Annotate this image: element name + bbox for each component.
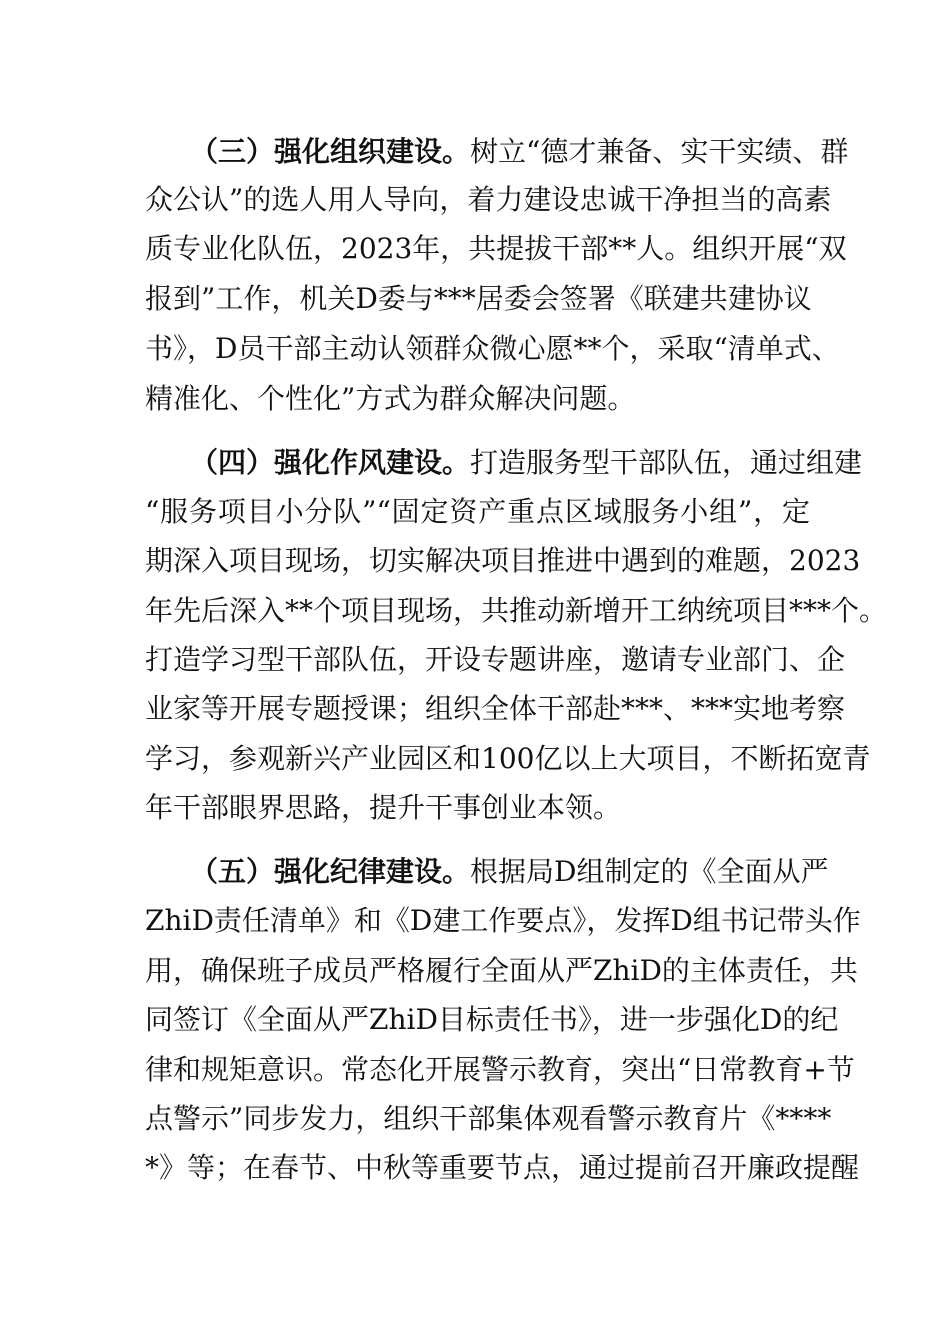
paragraph-line: 学习，参观新兴产业园区和100亿以上大项目，不断拓宽青	[145, 742, 871, 775]
paragraph-line: 业家等开展专题授课；组织全体干部赴***、***实地考察	[145, 692, 846, 725]
paragraph-line: 精准化、个性化”方式为群众解决问题。	[145, 382, 636, 415]
paragraph-line: 用，确保班子成员严格履行全面从严ZhiD的主体责任，共	[145, 954, 858, 987]
paragraph-line: 律和规矩意识。常态化开展警示教育，突出“日常教育+节	[145, 1053, 855, 1086]
paragraph-line	[190, 132, 849, 172]
section-heading: （三）强化组织建设。	[190, 135, 471, 168]
paragraph-line: 年干部眼界思路，提升干事创业本领。	[145, 791, 622, 824]
paragraph-line: 报到”工作，机关D委与***居委会签署《联建共建协议	[145, 282, 812, 315]
paragraph-line	[190, 443, 863, 483]
section-heading: （四）强化作风建设。	[190, 446, 471, 479]
paragraph-line: “服务项目小分队”“固定资产重点区域服务小组”，定	[145, 495, 810, 528]
paragraph-line: 期深入项目现场，切实解决项目推进中遇到的难题，2023	[145, 544, 861, 577]
paragraph-line: 年先后深入**个项目现场，共推动新增开工纳统项目***个。	[145, 594, 888, 627]
paragraph-line: 质专业化队伍，2023年，共提拔干部**人。组织开展“双	[145, 232, 847, 265]
paragraph-line: 书》，D员干部主动认领群众微心愿**个，采取“清单式、	[145, 332, 840, 365]
paragraph-line: 众公认”的选人用人导向，着力建设忠诚干净担当的高素	[145, 183, 832, 216]
paragraph-text: 根据局D组制定的《全面从严	[470, 855, 829, 888]
paragraph-line: *》等；在春节、中秋等重要节点，通过提前召开廉政提醒	[145, 1151, 860, 1184]
paragraph-line	[190, 852, 829, 892]
paragraph-line: ZhiD责任清单》和《D建工作要点》，发挥D组书记带头作	[145, 904, 861, 937]
paragraph-line: 打造学习型干部队伍，开设专题讲座，邀请专业部门、企	[145, 643, 846, 676]
paragraph-line: 同签订《全面从严ZhiD目标责任书》，进一步强化D的纪	[145, 1003, 839, 1036]
section-heading: （五）强化纪律建设。	[190, 855, 471, 888]
paragraph-text: 树立“德才兼备、实干实绩、群	[470, 135, 849, 168]
paragraph-line: 点警示”同步发力，组织干部集体观看警示教育片《****	[145, 1102, 832, 1135]
paragraph-text: 打造服务型干部队伍，通过组建	[470, 446, 863, 479]
